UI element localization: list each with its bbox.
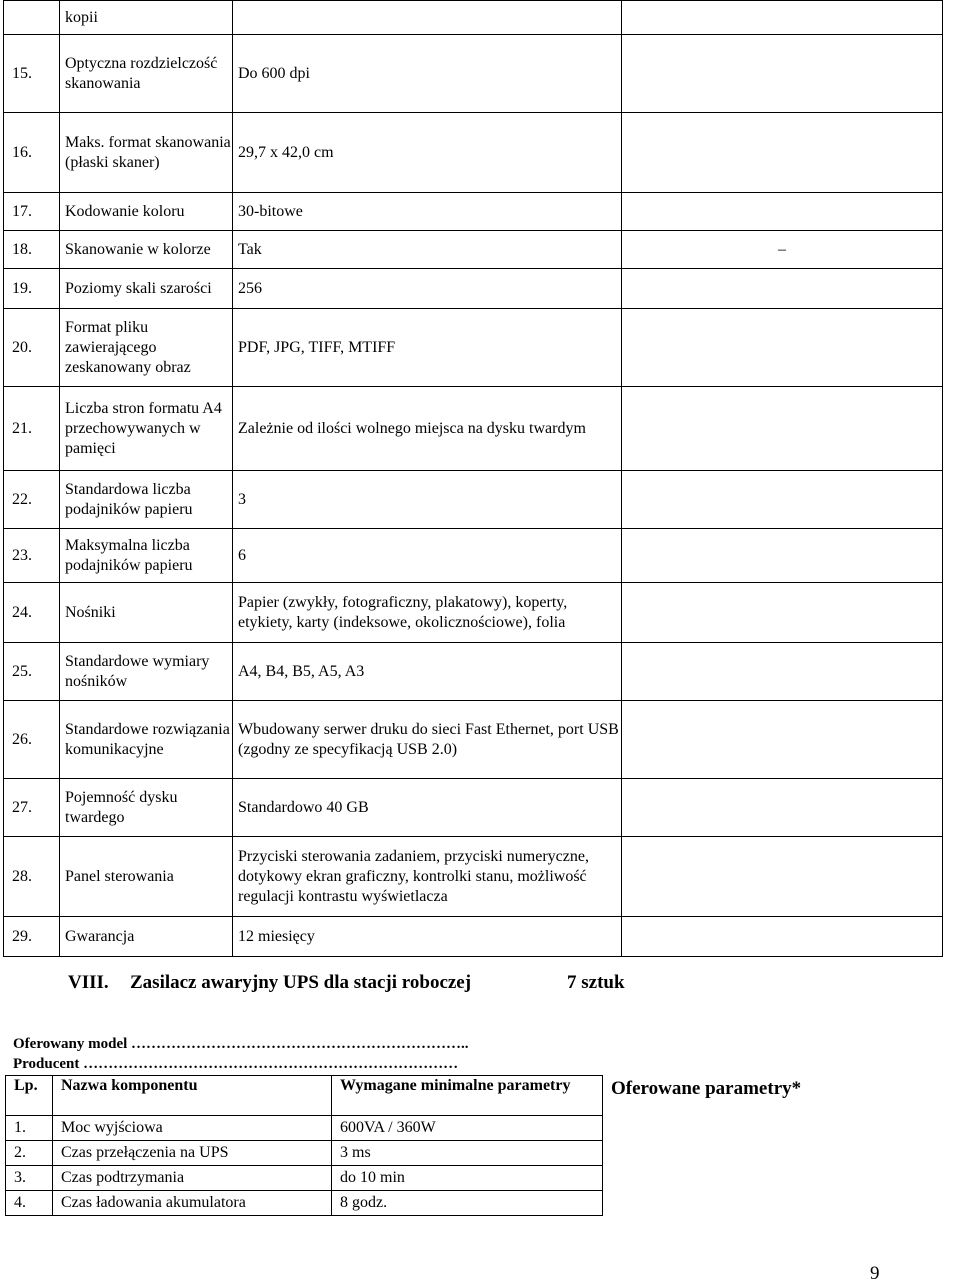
row-name: Pojemność dysku twardego xyxy=(60,779,233,837)
table-row xyxy=(4,917,943,957)
row-offered xyxy=(622,837,943,917)
printer-spec-table xyxy=(3,0,943,957)
name-header: Nazwa komponentu xyxy=(53,1076,332,1116)
table-row xyxy=(4,583,943,643)
table-row xyxy=(4,471,943,529)
row-name: Kodowanie koloru xyxy=(60,193,233,231)
row-offered xyxy=(622,779,943,837)
row-value: 3 xyxy=(233,471,622,529)
row-value: 29,7 x 42,0 cm xyxy=(233,113,622,193)
table-row xyxy=(4,193,943,231)
row-offered xyxy=(622,193,943,231)
row-value: Papier (zwykły, fotograficzny, plakatowy), koperty, etykiety, karty (indeksowe, okolicznościowe), folia xyxy=(233,583,622,643)
table-row xyxy=(4,1,943,35)
row-offered: – xyxy=(622,231,943,269)
row-value: Przyciski sterowania zadaniem, przyciski numeryczne, dotykowy ekran graficzny, kontrolki stanu, możliwość regulacji kontrastu wyświetlacza xyxy=(233,837,622,917)
row-number: 21. xyxy=(4,387,60,471)
row-number: 3. xyxy=(6,1166,53,1191)
row-number: 2. xyxy=(6,1141,53,1166)
row-name: Standardowa liczba podajników papieru xyxy=(60,471,233,529)
table-row xyxy=(4,779,943,837)
row-offered xyxy=(622,529,943,583)
row-value: A4, B4, B5, A5, A3 xyxy=(233,643,622,701)
row-name: Maksymalna liczba podajników papieru xyxy=(60,529,233,583)
row-number xyxy=(4,1,60,35)
row-number: 22. xyxy=(4,471,60,529)
row-value: 12 miesięcy xyxy=(233,917,622,957)
row-value: Wbudowany serwer druku do sieci Fast Ethernet, port USB (zgodny ze specyfikacją USB 2.0) xyxy=(233,701,622,779)
row-name: kopii xyxy=(60,1,233,35)
section-number: VIII. xyxy=(68,972,109,993)
table-row xyxy=(6,1191,603,1216)
row-value: Tak xyxy=(233,231,622,269)
lp-header: Lp. xyxy=(6,1076,53,1116)
row-number: 24. xyxy=(4,583,60,643)
table-row xyxy=(4,387,943,471)
offered-model-line: Oferowany model ………………………………………………………….. xyxy=(13,1036,469,1052)
row-number: 23. xyxy=(4,529,60,583)
row-offered xyxy=(622,35,943,113)
row-value: do 10 min xyxy=(332,1166,603,1191)
row-number: 28. xyxy=(4,837,60,917)
page-number: 9 xyxy=(870,1263,880,1284)
row-name: Standardowe rozwiązania komunikacyjne xyxy=(60,701,233,779)
row-name: Optyczna rozdzielczość skanowania xyxy=(60,35,233,113)
row-number: 20. xyxy=(4,309,60,387)
table-row xyxy=(4,643,943,701)
row-name: Liczba stron formatu A4 przechowywanych w pamięci xyxy=(60,387,233,471)
row-name: Poziomy skali szarości xyxy=(60,269,233,309)
table-row xyxy=(4,701,943,779)
table-row xyxy=(4,113,943,193)
row-number: 17. xyxy=(4,193,60,231)
row-name: Panel sterowania xyxy=(60,837,233,917)
section-quantity: 7 sztuk xyxy=(567,972,625,993)
row-number: 29. xyxy=(4,917,60,957)
row-offered xyxy=(622,113,943,193)
row-offered xyxy=(622,583,943,643)
row-offered xyxy=(622,643,943,701)
row-value: 6 xyxy=(233,529,622,583)
row-offered xyxy=(622,269,943,309)
row-value: 3 ms xyxy=(332,1141,603,1166)
row-offered xyxy=(622,701,943,779)
row-value xyxy=(233,1,622,35)
row-value: 600VA / 360W xyxy=(332,1116,603,1141)
row-number: 18. xyxy=(4,231,60,269)
row-name: Czas przełączenia na UPS xyxy=(53,1141,332,1166)
table-row xyxy=(6,1141,603,1166)
table-row xyxy=(4,837,943,917)
row-name: Standardowe wymiary nośników xyxy=(60,643,233,701)
row-value: 30-bitowe xyxy=(233,193,622,231)
table-row xyxy=(6,1166,603,1191)
ups-spec-table xyxy=(5,1075,603,1216)
table-row xyxy=(6,1116,603,1141)
row-number: 19. xyxy=(4,269,60,309)
row-offered xyxy=(622,309,943,387)
row-number: 15. xyxy=(4,35,60,113)
row-value: 256 xyxy=(233,269,622,309)
row-name: Nośniki xyxy=(60,583,233,643)
row-value: Standardowo 40 GB xyxy=(233,779,622,837)
section-title: Zasilacz awaryjny UPS dla stacji roboczej xyxy=(130,972,472,993)
row-value: 8 godz. xyxy=(332,1191,603,1216)
row-name: Czas podtrzymania xyxy=(53,1166,332,1191)
offered-params-header: Oferowane parametry* xyxy=(611,1078,802,1099)
row-value: Do 600 dpi xyxy=(233,35,622,113)
row-number: 16. xyxy=(4,113,60,193)
table-row xyxy=(4,529,943,583)
table-row xyxy=(4,231,943,269)
row-name: Moc wyjściowa xyxy=(53,1116,332,1141)
row-number: 27. xyxy=(4,779,60,837)
row-value: PDF, JPG, TIFF, MTIFF xyxy=(233,309,622,387)
producer-line: Producent ………………………………………………………………… xyxy=(13,1056,459,1072)
row-number: 25. xyxy=(4,643,60,701)
row-number: 1. xyxy=(6,1116,53,1141)
row-number: 26. xyxy=(4,701,60,779)
params-header: Wymagane minimalne parametry xyxy=(332,1076,603,1116)
row-value: Zależnie od ilości wolnego miejsca na dysku twardym xyxy=(233,387,622,471)
table-row xyxy=(4,35,943,113)
row-name: Format pliku zawierającego zeskanowany obraz xyxy=(60,309,233,387)
row-name: Maks. format skanowania (płaski skaner) xyxy=(60,113,233,193)
row-offered xyxy=(622,1,943,35)
row-name: Czas ładowania akumulatora xyxy=(53,1191,332,1216)
row-number: 4. xyxy=(6,1191,53,1216)
row-name: Skanowanie w kolorze xyxy=(60,231,233,269)
table-row xyxy=(4,269,943,309)
row-offered xyxy=(622,917,943,957)
row-offered xyxy=(622,387,943,471)
ups-table-header xyxy=(6,1076,603,1116)
row-name: Gwarancja xyxy=(60,917,233,957)
row-offered xyxy=(622,471,943,529)
table-row xyxy=(4,309,943,387)
